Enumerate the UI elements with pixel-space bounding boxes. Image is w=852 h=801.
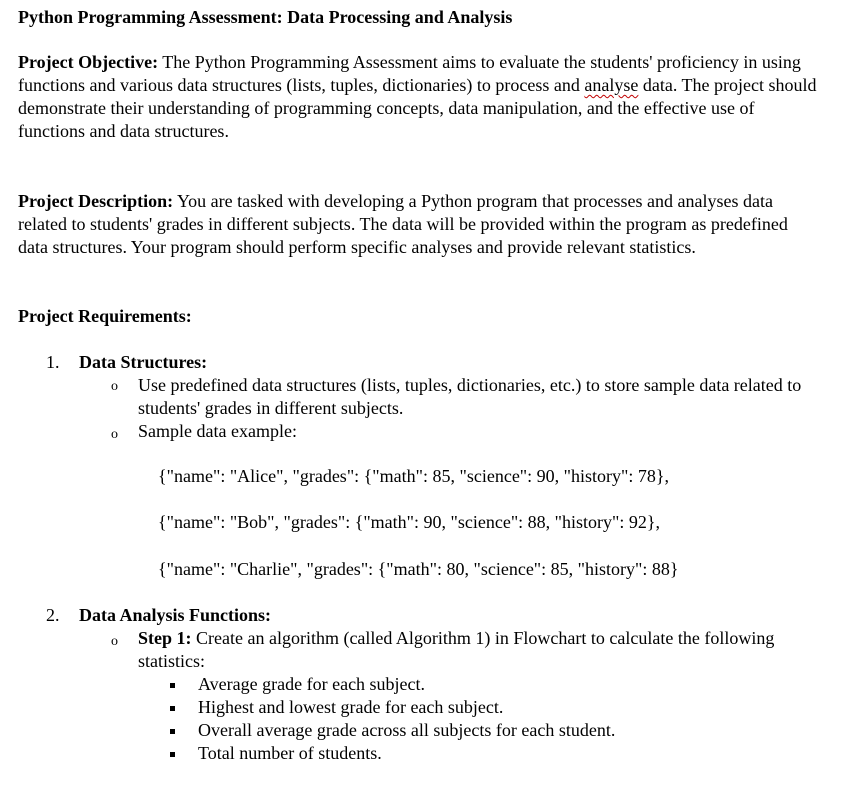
spellcheck-word[interactable]: analyse	[584, 75, 639, 95]
objective-text-b: data. The project should demonstrate their understanding of programming concepts, data manipulation, and the effective use of functions and data structures.	[18, 75, 817, 141]
objective-label: Project Objective:	[18, 52, 159, 72]
project-objective-paragraph	[18, 51, 818, 143]
list-item: Highest and lowest grade for each subject.	[198, 697, 504, 717]
requirement-number: 2.	[46, 605, 60, 625]
code-line: {"name": "Bob", "grades": {"math": 90, "science": 88, "history": 92},	[158, 512, 661, 532]
list-item: Overall average grade across all subjects for each student.	[198, 720, 616, 740]
list-item: Use predefined data structures (lists, tuples, dictionaries, etc.) to store sample data related to students' grades in different subjects.	[138, 375, 802, 418]
requirement-heading: Data Structures:	[79, 352, 208, 372]
hollow-bullet-icon: o	[111, 379, 118, 394]
requirements-heading: Project Requirements:	[18, 306, 192, 326]
square-bullet-icon	[170, 729, 175, 734]
square-bullet-icon	[170, 752, 175, 757]
step-text: Create an algorithm (called Algorithm 1) in Flowchart to calculate the following statistics:	[138, 628, 775, 671]
square-bullet-icon	[170, 683, 175, 688]
hollow-bullet-icon: o	[111, 427, 118, 442]
requirement-heading: Data Analysis Functions:	[79, 605, 272, 625]
document-title: Python Programming Assessment: Data Processing and Analysis	[18, 7, 513, 27]
square-bullet-icon	[170, 706, 175, 711]
list-item	[138, 627, 818, 673]
step-label: Step 1:	[138, 628, 192, 648]
requirement-number: 1.	[46, 352, 60, 372]
description-label: Project Description:	[18, 191, 174, 211]
list-item: Total number of students.	[198, 743, 382, 763]
list-item: Average grade for each subject.	[198, 674, 426, 694]
objective-text-a: The Python Programming Assessment aims to evaluate the students' proficiency in using functions and various data structures (lists, tuples, dictionaries) to process and	[18, 52, 801, 95]
hollow-bullet-icon: o	[111, 634, 118, 649]
code-line: {"name": "Alice", "grades": {"math": 85, "science": 90, "history": 78},	[158, 466, 669, 486]
code-line: {"name": "Charlie", "grades": {"math": 80, "science": 85, "history": 88}	[158, 559, 679, 579]
list-item: Sample data example:	[138, 421, 297, 441]
project-description-paragraph	[18, 190, 818, 259]
description-text: You are tasked with developing a Python program that processes and analyses data related to students' grades in different subjects. The data will be provided within the program as predefined data structures. Your program should perform specific analyses and provide relevant statistics.	[18, 191, 788, 257]
